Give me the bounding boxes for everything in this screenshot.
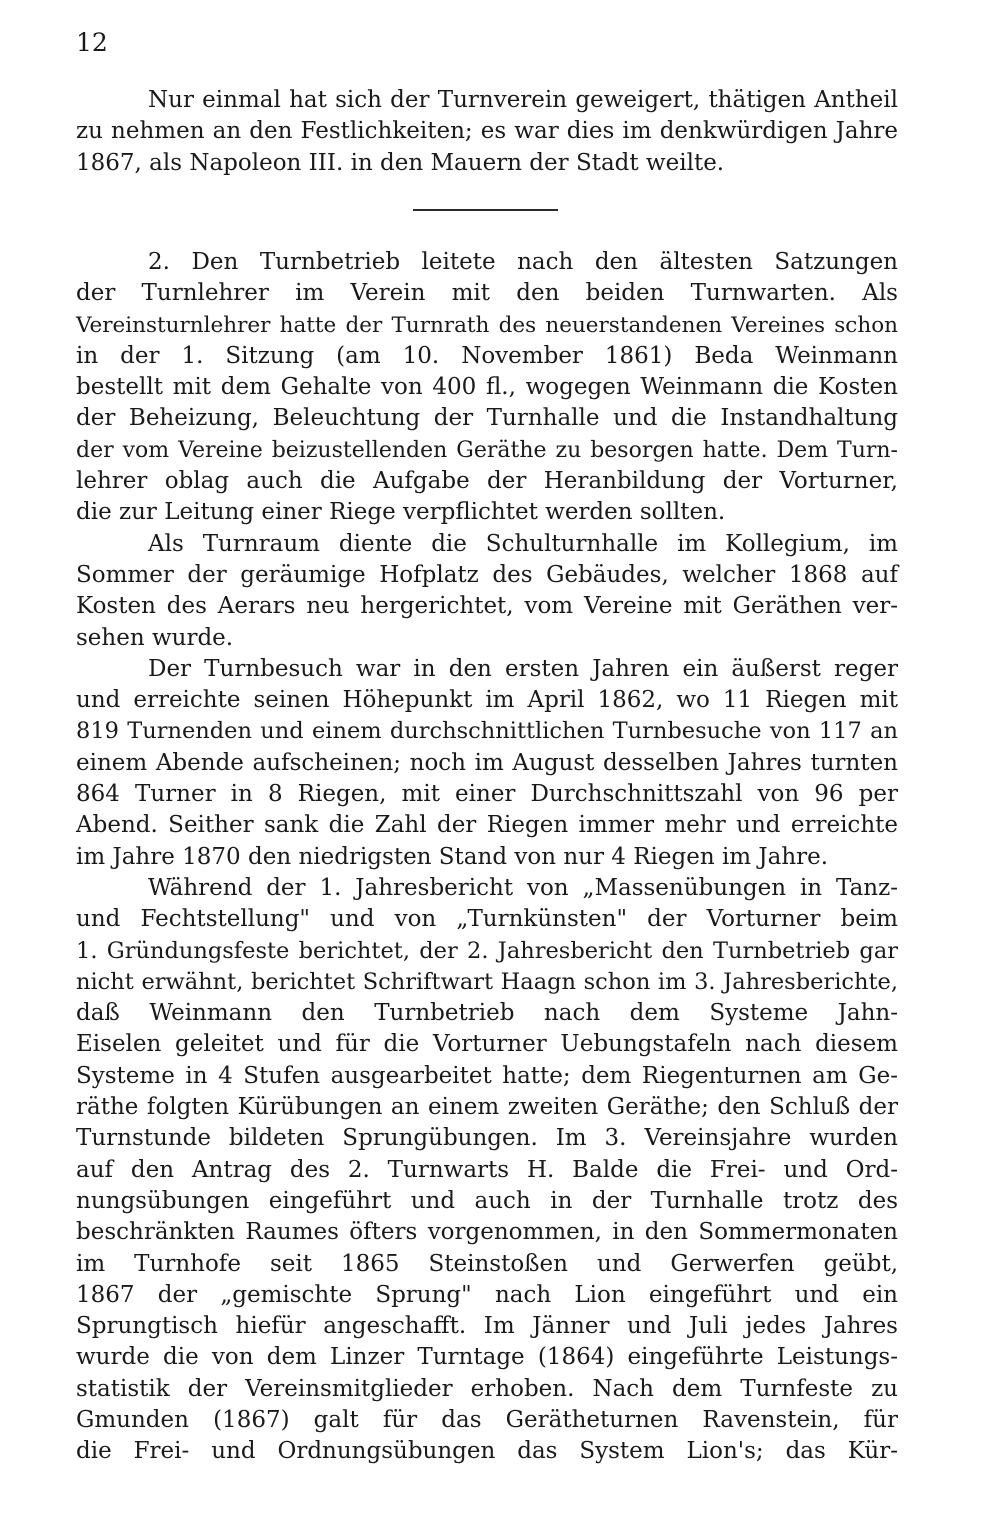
section-2-body [76, 247, 898, 1468]
text-line: Sommer der geräumige Hofplatz des Gebäudes, welcher 1868 auf [76, 561, 898, 588]
text-line: Nur einmal hat sich der Turnverein geweigert, thätigen Antheil [148, 87, 898, 113]
page-number: 12 [76, 28, 108, 57]
text-line: lehrer oblag auch die Aufgabe der Heranbildung der Vorturner, [76, 468, 898, 495]
text-line: der Turnlehrer im Verein mit den beiden Turnwarten. Als [76, 280, 898, 307]
text-line: die zur Leitung einer Riege verpflichtet werden sollten. [76, 499, 726, 526]
text-line: statistik der Vereinsmitglieder erhoben. Nach dem Turnfeste zu [76, 1375, 898, 1402]
text-line: Als Turnraum diente die Schulturnhalle im Kollegium, im [148, 530, 898, 557]
text-line: auf den Antrag des 2. Turnwarts H. Balde die Frei- und Ord- [76, 1156, 898, 1183]
text-line: nicht erwähnt, berichtet Schriftwart Haagn schon im 3. Jahresberichte, [76, 968, 898, 995]
text-line: in der 1. Sitzung (am 10. November 1861) Beda Weinmann [76, 342, 898, 369]
text-line: 1867 der „gemischte Sprung" nach Lion eingeführt und ein [76, 1281, 898, 1308]
text-line: und erreichte seinen Höhepunkt im April 1862, wo 11 Riegen mit [76, 687, 898, 714]
text-line: wurde die von dem Linzer Turntage (1864) eingeführte Leistungs- [76, 1344, 898, 1371]
text-line: Turnstunde bildeten Sprungübungen. Im 3. Vereinsjahre wurden [76, 1125, 898, 1152]
text-line: beschränkten Raumes öfters vorgenommen, in den Sommermonaten [76, 1219, 898, 1246]
text-line: Der Turnbesuch war in den ersten Jahren ein äußerst reger [148, 655, 898, 682]
text-line: 864 Turner in 8 Riegen, mit einer Durchschnittszahl von 96 per [76, 781, 898, 808]
text-line: 819 Turnenden und einem durchschnittlichen Turnbesuche von 117 an [76, 718, 898, 745]
text-line: der vom Vereine beizustellenden Geräthe zu besorgen hatte. Dem Turn- [76, 437, 898, 463]
text-line: Sprungtisch hiefür angeschafft. Im Jänner und Juli jedes Jahres [76, 1313, 898, 1340]
text-line: daß Weinmann den Turnbetrieb nach dem Systeme Jahn- [76, 1000, 898, 1027]
text-line: der Beheizung, Beleuchtung der Turnhalle und die Instandhaltung [76, 405, 898, 432]
text-line: im Jahre 1870 den niedrigsten Stand von nur 4 Riegen im Jahre. [76, 843, 829, 870]
text-line: Gmunden (1867) galt für das Gerätheturnen Ravenstein, für [76, 1406, 898, 1433]
text-line: bestellt mit dem Gehalte von 400 fl., wogegen Weinmann die Kosten [76, 374, 898, 401]
text-line: Eiselen geleitet und für die Vorturner Uebungstafeln nach diesem [76, 1031, 898, 1058]
text-line: einem Abende aufscheinen; noch im August desselben Jahres turnten [76, 749, 898, 776]
text-line: räthe folgten Kürübungen an einem zweiten Geräthe; den Schluß der [76, 1094, 898, 1121]
section-separator [413, 209, 558, 211]
text-line: 1867, als Napoleon III. in den Mauern der Stadt weilte. [76, 149, 725, 176]
text-line: die Frei- und Ordnungsübungen das System Lion's; das Kür- [76, 1438, 898, 1465]
text-line: Während der 1. Jahresbericht von „Massenübungen in Tanz- [148, 874, 898, 901]
intro-paragraph [76, 85, 898, 179]
text-line: nungsübungen eingeführt und auch in der Turnhalle trotz des [76, 1187, 898, 1214]
text-line: Abend. Seither sank die Zahl der Riegen immer mehr und erreichte [76, 812, 898, 839]
text-line: Kosten des Aerars neu hergerichtet, vom Vereine mit Geräthen ver- [76, 593, 898, 620]
text-line: im Turnhofe seit 1865 Steinstoßen und Gerwerfen geübt, [76, 1250, 898, 1277]
text-line: und Fechtstellung" und von „Turnkünsten" der Vorturner beim [76, 906, 898, 933]
text-line: 1. Gründungsfeste berichtet, der 2. Jahresbericht den Turnbetrieb gar [76, 937, 898, 964]
text-line: Vereinsturnlehrer hatte der Turnrath des neuerstandenen Vereines schon [76, 312, 898, 338]
text-line: zu nehmen an den Festlichkeiten; es war dies im denkwürdigen Jahre [76, 118, 898, 145]
text-line: Systeme in 4 Stufen ausgearbeitet hatte; dem Riegenturnen am Ge- [76, 1062, 898, 1089]
text-line: 2. Den Turnbetrieb leitete nach den ältesten Satzungen [148, 249, 898, 275]
text-line: sehen wurde. [76, 624, 234, 651]
